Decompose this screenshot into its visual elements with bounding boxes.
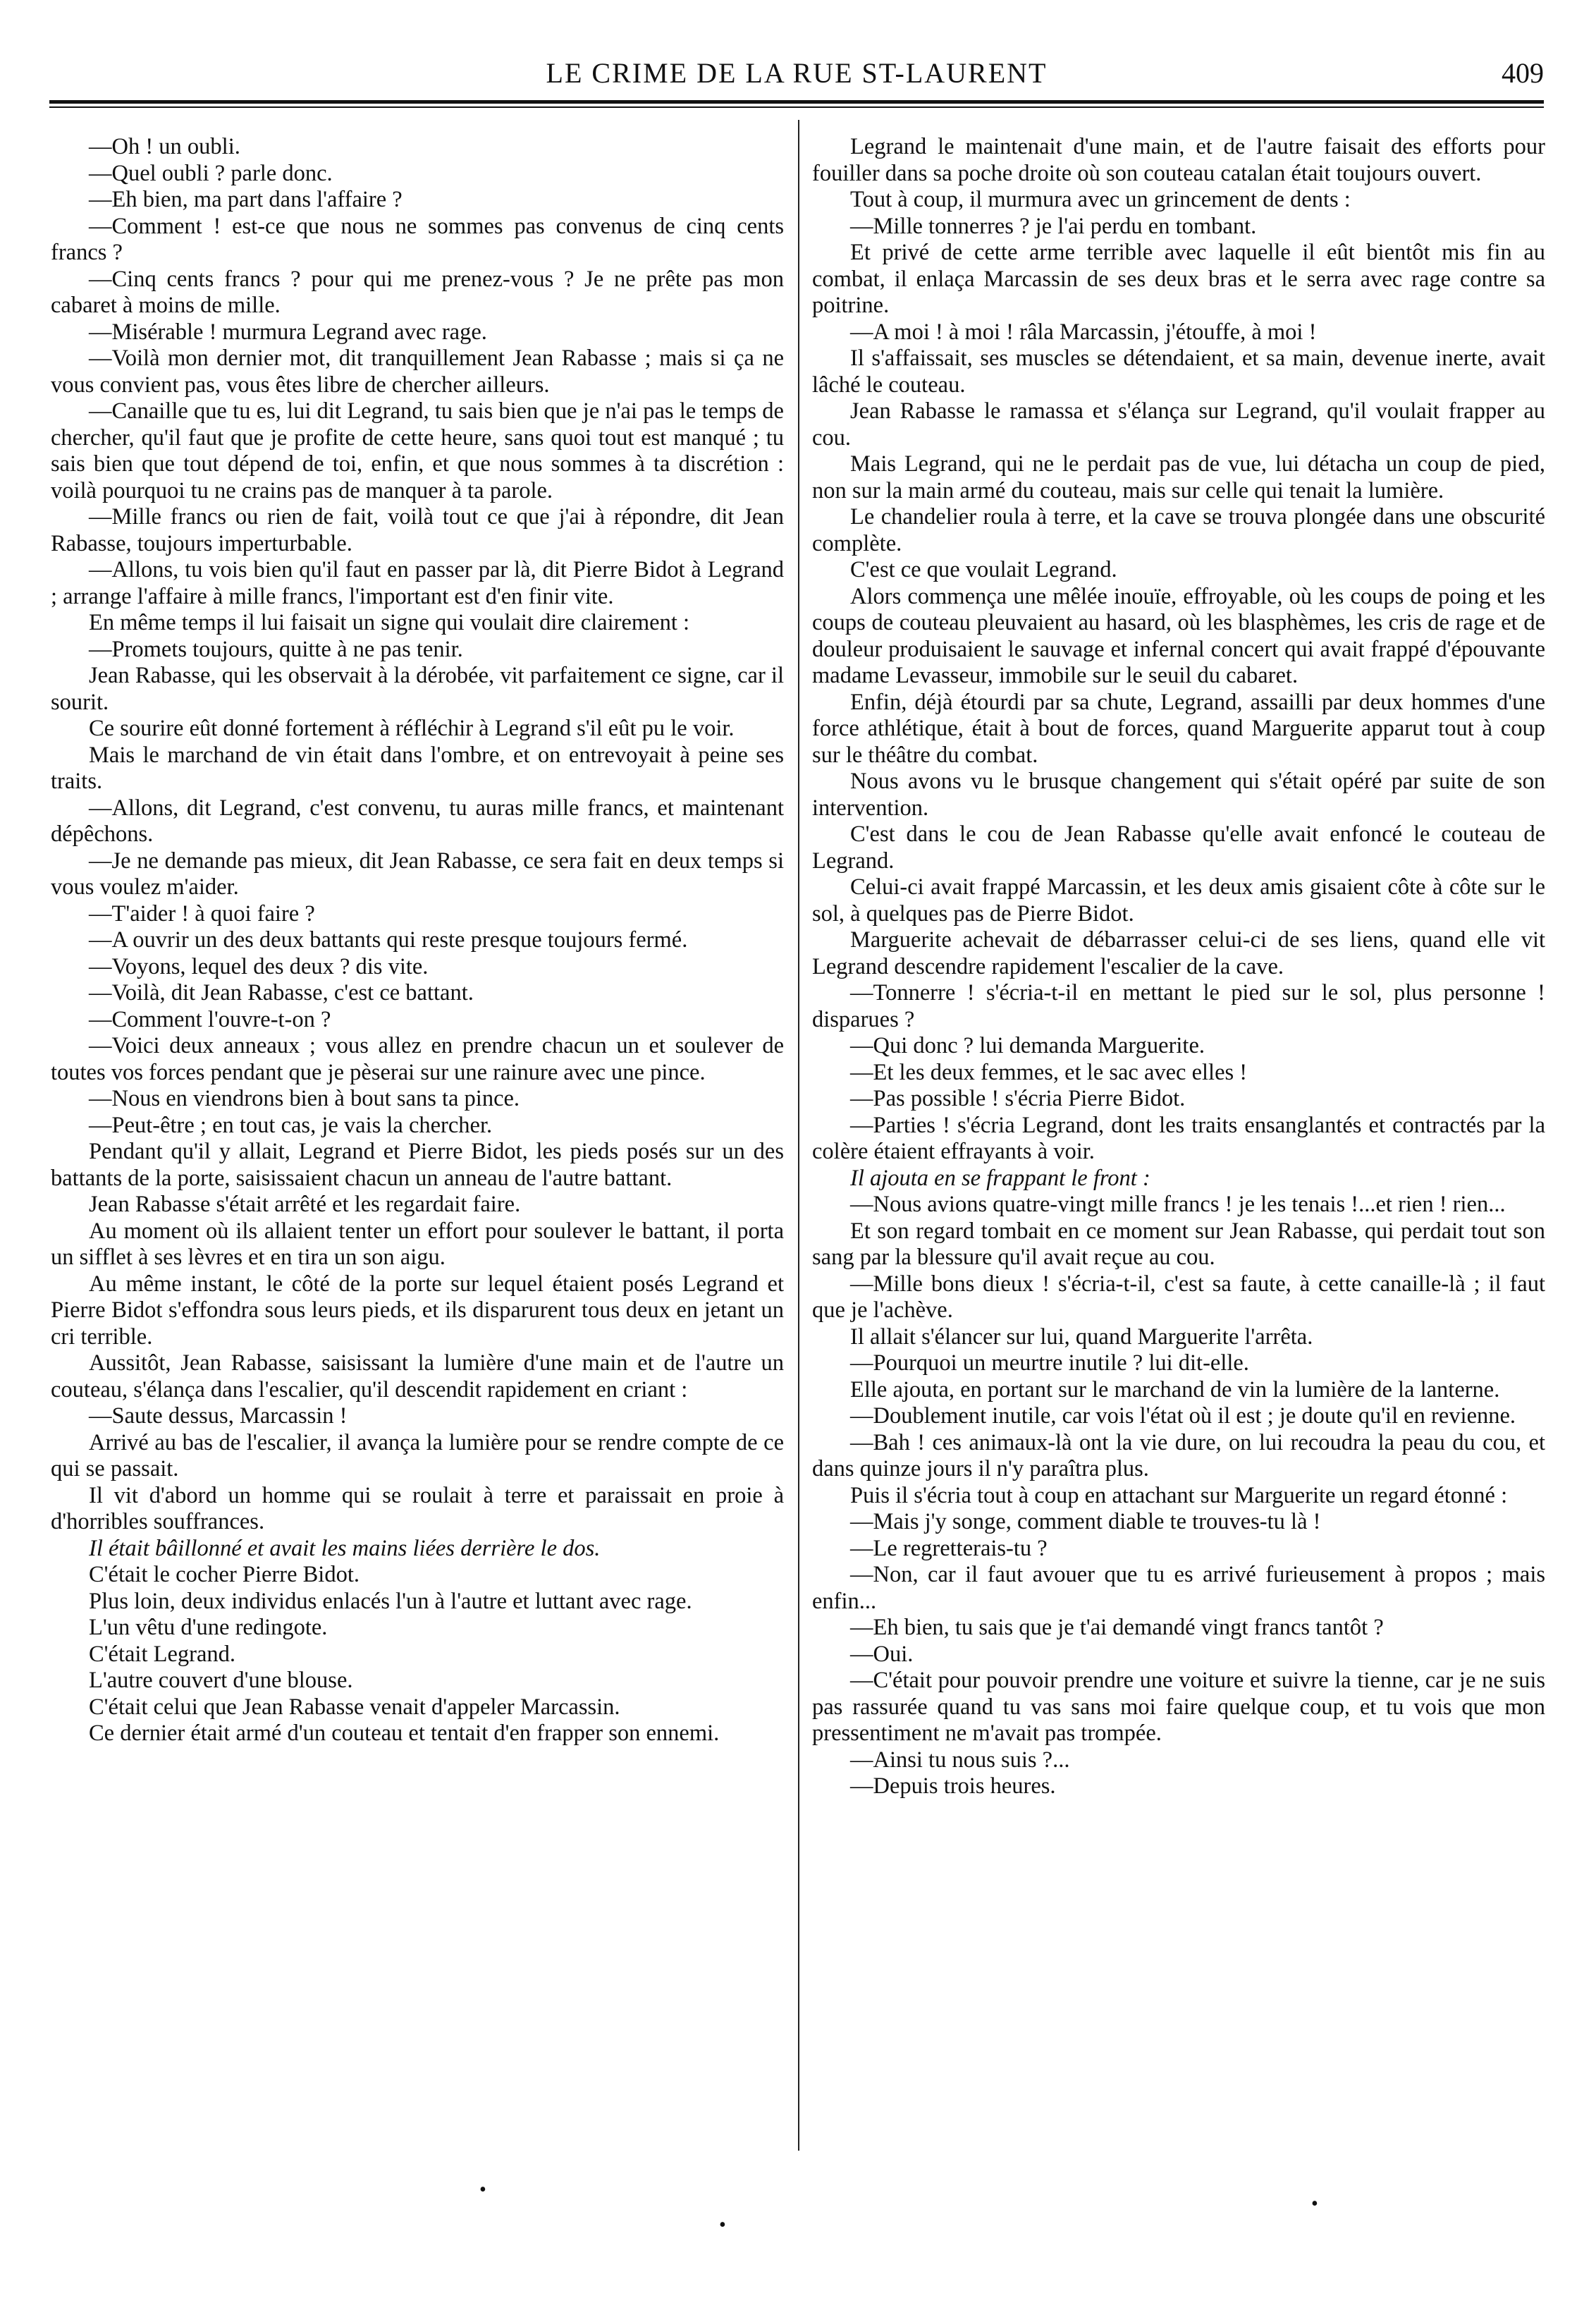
paragraph: —Mille bons dieux ! s'écria-t-il, c'est sa faute, à cette canaille-là ; il faut que je l'achève. <box>812 1271 1545 1323</box>
paragraph: —Cinq cents francs ? pour qui me prenez-vous ? Je ne prête pas mon cabaret à moins de mille. <box>51 266 784 318</box>
paragraph: Et privé de cette arme terrible avec laquelle il eût bientôt mis fin au combat, il enlaça Marcassin de ses deux bras et le serra avec rage contre sa poitrine. <box>812 240 1545 318</box>
print-speck: • <box>719 2214 726 2236</box>
paragraph: Celui-ci avait frappé Marcassin, et les deux amis gisaient côte à côte sur le sol, à quelques pas de Pierre Bidot. <box>812 874 1545 927</box>
paragraph: Enfin, déjà étourdi par sa chute, Legrand, assailli par deux hommes d'une force athlétique, était à bout de forces, quand Marguerite apparut tout à coup sur le théâtre du combat. <box>812 689 1545 768</box>
paragraph: Puis il s'écria tout à coup en attachant sur Marguerite un regard étonné : <box>850 1482 1508 1508</box>
paragraph: —Eh bien, tu sais que je t'ai demandé vingt francs tantôt ? <box>850 1615 1384 1640</box>
paragraph: Ce sourire eût donné fortement à réfléchir à Legrand s'il eût pu le voir. <box>89 716 735 741</box>
paragraph: —Eh bien, ma part dans l'affaire ? <box>89 187 403 212</box>
paragraph: —Voici deux anneaux ; vous allez en prendre chacun un et soulever de toutes vos forces pendant que je pèserai sur une rainure avec une pince. <box>51 1033 784 1085</box>
page-header <box>49 56 1544 99</box>
paragraph: —Oui. <box>850 1641 914 1667</box>
paragraph: L'autre couvert d'une blouse. <box>89 1668 353 1693</box>
paragraph: Il était bâillonné et avait les mains liées derrière le dos. <box>89 1535 601 1561</box>
paragraph: C'était le cocher Pierre Bidot. <box>89 1562 360 1587</box>
paragraph: Plus loin, deux individus enlacés l'un à l'autre et luttant avec rage. <box>89 1588 692 1614</box>
paragraph: —Doublement inutile, car vois l'état où il est ; je doute qu'il en revienne. <box>850 1403 1516 1429</box>
paragraph: —Comment ! est-ce que nous ne sommes pas convenus de cinq cents francs ? <box>51 213 784 265</box>
paragraph: —Promets toujours, quitte à ne pas tenir. <box>89 636 463 662</box>
paragraph: —A moi ! à moi ! râla Marcassin, j'étouffe, à moi ! <box>850 319 1317 345</box>
paragraph: Mais Legrand, qui ne le perdait pas de vue, lui détacha un coup de pied, non sur la main armé du couteau, mais sur celle qui tenait la lumière. <box>812 451 1545 503</box>
paragraph: —C'était pour pouvoir prendre une voiture et suivre la tienne, car je ne suis pas rassurée quand tu vas sans moi faire quelque coup, et tu vois que mon pressentiment ne m'avait pas trompée. <box>812 1668 1545 1746</box>
paragraph: C'était Legrand. <box>89 1641 235 1667</box>
paragraph: —Mais j'y songe, comment diable te trouves-tu là ! <box>850 1509 1321 1534</box>
paragraph: Aussitôt, Jean Rabasse, saisissant la lumière d'une main et de l'autre un couteau, s'élança dans l'escalier, qu'il descendit rapidement en criant : <box>51 1350 784 1402</box>
paragraph: —Misérable ! murmura Legrand avec rage. <box>89 319 487 345</box>
paragraph: Elle ajouta, en portant sur le marchand de vin la lumière de la lanterne. <box>850 1376 1500 1402</box>
paragraph: —T'aider ! à quoi faire ? <box>89 900 315 927</box>
paragraph: —Et les deux femmes, et le sac avec elles ! <box>850 1059 1248 1085</box>
paragraph: Jean Rabasse le ramassa et s'élança sur Legrand, qu'il voulait frapper au cou. <box>812 398 1545 451</box>
running-title: LE CRIME DE LA RUE ST-LAURENT <box>546 57 1048 89</box>
paragraph: —Je ne demande pas mieux, dit Jean Rabasse, ce sera fait en deux temps si vous voulez m'aider. <box>51 848 784 900</box>
paragraph: —Pas possible ! s'écria Pierre Bidot. <box>850 1086 1186 1111</box>
paragraph: Il ajouta en se frappant le front : <box>850 1165 1150 1191</box>
paragraph: —A ouvrir un des deux battants qui reste presque toujours fermé. <box>89 927 688 953</box>
paragraph: —Tonnerre ! s'écria-t-il en mettant le pied sur le sol, plus personne ! disparues ? <box>812 980 1545 1032</box>
print-speck: • <box>1311 2193 1318 2215</box>
paragraph: C'était celui que Jean Rabasse venait d'appeler Marcassin. <box>89 1694 620 1720</box>
paragraph: —Peut-être ; en tout cas, je vais la chercher. <box>89 1112 493 1138</box>
paragraph: —Qui donc ? lui demanda Marguerite. <box>850 1033 1205 1058</box>
paragraph: —Pourquoi un meurtre inutile ? lui dit-elle. <box>850 1350 1249 1376</box>
paragraph: —Allons, dit Legrand, c'est convenu, tu auras mille francs, et maintenant dépêchons. <box>51 795 784 847</box>
paragraph: —Voyons, lequel des deux ? dis vite. <box>89 953 429 979</box>
paragraph: Et son regard tombait en ce moment sur Jean Rabasse, qui perdait tout son sang par la blessure qu'il avait reçue au cou. <box>812 1218 1545 1270</box>
paragraph: —Non, car il faut avouer que tu es arrivé furieusement à propos ; mais enfin... <box>812 1562 1545 1614</box>
paragraph: Le chandelier roula à terre, et la cave se trouva plongée dans une obscurité complète. <box>812 504 1545 556</box>
paragraph: —Ainsi tu nous suis ?... <box>850 1747 1070 1773</box>
paragraph: —Le regretterais-tu ? <box>850 1535 1048 1561</box>
paragraph: Il vit d'abord un homme qui se roulait à terre et paraissait en proie à d'horribles souffrances. <box>51 1482 784 1534</box>
column-divider <box>798 120 799 2151</box>
paragraph: —Oh ! un oubli. <box>89 134 240 159</box>
paragraph: Pendant qu'il y allait, Legrand et Pierre Bidot, les pieds posés sur un des battants de la porte, saisissaient chacun un anneau de l'autre battant. <box>51 1139 784 1191</box>
paragraph: —Mille tonnerres ? je l'ai perdu en tombant. <box>850 213 1257 239</box>
paragraph: Jean Rabasse s'était arrêté et les regardait faire. <box>89 1192 521 1217</box>
paragraph: —Quel oubli ? parle donc. <box>89 160 333 186</box>
paragraph: Legrand le maintenait d'une main, et de l'autre faisait des efforts pour fouiller dans sa poche droite où son couteau catalan était toujours ouvert. <box>812 134 1545 186</box>
header-rule-thick <box>49 100 1544 104</box>
paragraph: —Saute dessus, Marcassin ! <box>89 1403 348 1429</box>
paragraph: Marguerite achevait de débarrasser celui-ci de ses liens, quand elle vit Legrand descendre rapidement l'escalier de la cave. <box>812 927 1545 979</box>
paragraph: Il allait s'élancer sur lui, quand Marguerite l'arrêta. <box>850 1324 1313 1350</box>
paragraph: —Mille francs ou rien de fait, voilà tout ce que j'ai à répondre, dit Jean Rabasse, toujours imperturbable. <box>51 504 784 556</box>
paragraph: —Comment l'ouvre-t-on ? <box>89 1006 331 1032</box>
left-column <box>51 134 784 1747</box>
page-number: 409 <box>1502 57 1544 89</box>
paragraph: Au moment où ils allaient tenter un effort pour soulever le battant, il porta un sifflet à ses lèvres et en tira un son aigu. <box>51 1218 784 1270</box>
paragraph: Tout à coup, il murmura avec un grincement de dents : <box>850 187 1351 212</box>
paragraph: —Nous en viendrons bien à bout sans ta pince. <box>89 1086 520 1111</box>
paragraph: —Allons, tu vois bien qu'il faut en passer par là, dit Pierre Bidot à Legrand ; arrange l'affaire à mille francs, l'important est d'en finir vite. <box>51 557 784 609</box>
paragraph: Arrivé au bas de l'escalier, il avança la lumière pour se rendre compte de ce qui se passait. <box>51 1429 784 1481</box>
paragraph: Il s'affaissait, ses muscles se détendaient, et sa main, devenue inerte, avait lâché le couteau. <box>812 346 1545 398</box>
paragraph: L'un vêtu d'une redingote. <box>89 1615 328 1640</box>
paragraph: —Bah ! ces animaux-là ont la vie dure, on lui recoudra la peau du cou, et dans quinze jours il n'y paraîtra plus. <box>812 1429 1545 1481</box>
header-rule-thin <box>49 106 1544 108</box>
paragraph: Alors commença une mêlée inouïe, effroyable, où les coups de poing et les coups de couteau pleuvaient au hasard, où les blasphèmes, les cris de rage et de douleur produisaient le sauvage et infernal concert qui avait frappé d'épouvante madame Levasseur, immobile sur le seuil du cabaret. <box>812 583 1545 688</box>
paragraph: Mais le marchand de vin était dans l'ombre, et on entrevoyait à peine ses traits. <box>51 742 784 794</box>
paragraph: Nous avons vu le brusque changement qui s'était opéré par suite de son intervention. <box>812 769 1545 821</box>
paragraph: En même temps il lui faisait un signe qui voulait dire clairement : <box>89 610 690 635</box>
paragraph: Jean Rabasse, qui les observait à la dérobée, vit parfaitement ce signe, car il sourit. <box>51 663 784 715</box>
paragraph: C'est dans le cou de Jean Rabasse qu'elle avait enfoncé le couteau de Legrand. <box>812 821 1545 874</box>
paragraph: —Voilà mon dernier mot, dit tranquillement Jean Rabasse ; mais si ça ne vous convient pas, vous êtes libre de chercher ailleurs. <box>51 346 784 398</box>
right-column <box>812 134 1545 1800</box>
paragraph: —Voilà, dit Jean Rabasse, c'est ce battant. <box>89 980 474 1006</box>
paragraph: —Nous avions quatre-vingt mille francs ! je les tenais !...et rien ! rien... <box>850 1192 1506 1217</box>
paragraph: —Depuis trois heures. <box>850 1773 1056 1799</box>
paragraph: C'est ce que voulait Legrand. <box>850 557 1117 582</box>
paragraph: Ce dernier était armé d'un couteau et tentait d'en frapper son ennemi. <box>89 1721 720 1746</box>
paragraph: —Canaille que tu es, lui dit Legrand, tu sais bien que je n'ai pas le temps de chercher, qu'il faut que je profite de cette heure, sans quoi tout est manqué ; tu sais bien que tout dépend de toi, enfin, et que nous sommes à ta discrétion : voilà pourquoi tu ne crains pas de manquer à ta parole. <box>51 398 784 503</box>
print-speck: • <box>479 2179 486 2201</box>
paragraph: Au même instant, le côté de la porte sur lequel étaient posés Legrand et Pierre Bidot s'effondra sous leurs pieds, et ils disparurent tous deux en jetant un cri terrible. <box>51 1271 784 1350</box>
paragraph: —Parties ! s'écria Legrand, dont les traits ensanglantés et contractés par la colère étaient effrayants à voir. <box>812 1112 1545 1164</box>
